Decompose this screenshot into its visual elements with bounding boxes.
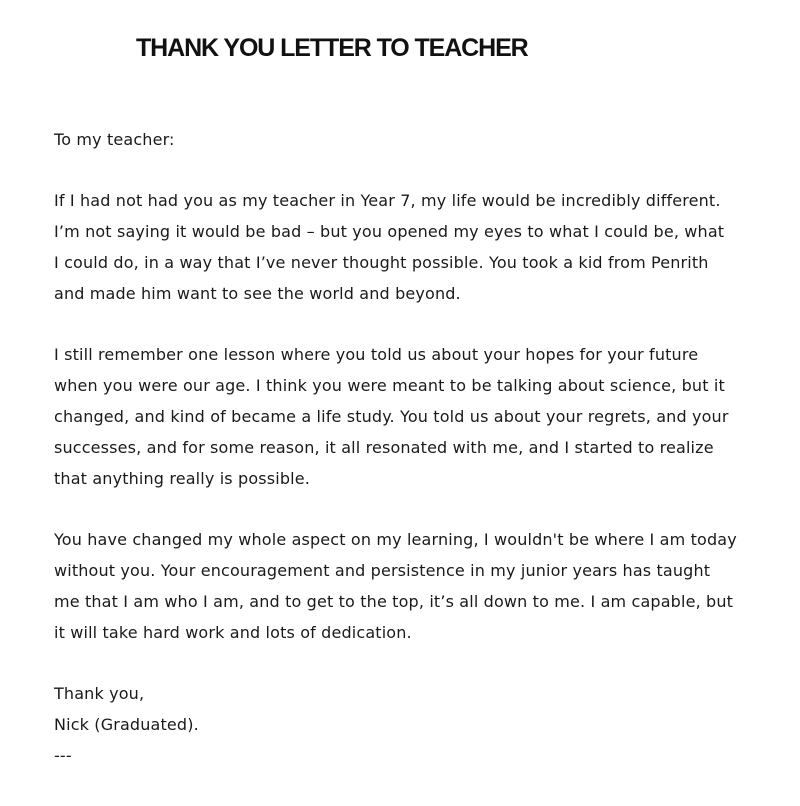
closing-line: Thank you, [54,684,145,703]
paragraph-line: changed, and kind of became a life study. You told us about your regrets, and your [54,407,729,426]
paragraph-line: You have changed my whole aspect on my learning, I wouldn't be where I am today [54,530,737,549]
paragraph-gap [54,494,754,524]
paragraph-line: that anything really is possible. [54,469,310,488]
paragraph-gap [54,648,754,678]
paragraph-line: and made him want to see the world and beyond. [54,284,461,303]
paragraph-2 [54,339,754,494]
paragraph-line: successes, and for some reason, it all resonated with me, and I started to realize [54,438,714,457]
paragraph-line: when you were our age. I think you were meant to be talking about science, but it [54,376,725,395]
paragraph-line: I could do, in a way that I’ve never thought possible. You took a kid from Penrith [54,253,709,272]
signature-line: Nick (Graduated). [54,715,199,734]
paragraph-line: I’m not saying it would be bad – but you opened my eyes to what I could be, what [54,222,725,241]
paragraph-line: it will take hard work and lots of dedication. [54,623,412,642]
paragraph-1 [54,185,754,309]
page-title: THANK YOU LETTER TO TEACHER [136,34,528,62]
letter-body [54,124,754,771]
paragraph-line: If I had not had you as my teacher in Year 7, my life would be incredibly different. [54,191,721,210]
salutation [54,124,754,155]
sign-off [54,678,754,771]
paragraph-line: I still remember one lesson where you told us about your hopes for your future [54,345,699,364]
paragraph-3 [54,524,754,648]
paragraph-gap [54,309,754,339]
salutation-line: To my teacher: [54,130,175,149]
paragraph-line: me that I am who I am, and to get to the top, it’s all down to me. I am capable, but [54,592,734,611]
paragraph-line: without you. Your encouragement and persistence in my junior years has taught [54,561,711,580]
end-mark: --- [54,746,72,765]
paragraph-gap [54,155,754,185]
